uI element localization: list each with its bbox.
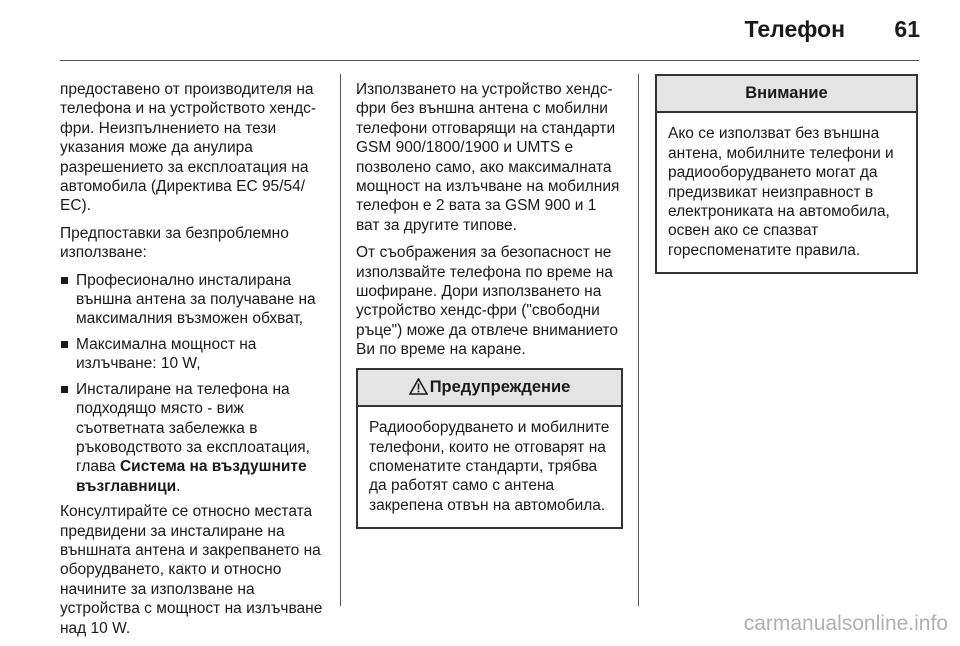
caution-box [655,74,918,274]
page-title: Телефон [744,16,845,42]
list-item [60,380,328,496]
warning-triangle-icon [409,378,428,395]
warning-box [356,368,623,529]
caution-header: Внимание [657,76,916,113]
page-number: 61 [894,16,920,42]
column-right [655,74,918,274]
watermark: carmanualsonline.info [743,612,948,635]
warning-title: Предупреждение [429,377,571,396]
paragraph-prerequisites: Предпоставки за безпроблемно използване: [60,224,289,262]
column-middle [356,80,623,529]
warning-header [358,370,621,407]
list-item-text: Максимална мощност на излъчване: 10 W, [76,335,257,373]
column-divider-left [340,74,341,606]
warning-body: Радиооборудването и мобилните телефони, които не отговарят на споменатите стандарти, трябва да работят само с антена закрепена отвън на автомобила. [369,419,610,514]
list-item [60,335,328,374]
column-left [60,80,328,646]
list-item-text: Инсталиране на телефона на подходящо място - виж съответната забележка в ръководството за експлоатация, глава [76,380,310,476]
paragraph-handsfree: Използването на устройство хендс-фри без външна антена с мобилни телефони отговарящи на стандарти GSM 900/1800/1900 и UMTS е позволено само, ако максималната мощност на излъчване на мобилния телефон е 2 вата за GSM 900 и 1 ват за другите типове. [356,81,620,234]
paragraph-consult: Консултирайте се относно местата предвидени за инсталиране на външната антена и закрепването на оборудването, както и относно начините за използване на устройства с мощност на излъчване над 10 W. [60,503,323,637]
list-item [60,271,328,329]
list-item-text: Професионално инсталирана външна антена за получаване на максималния възможен обхват, [76,271,316,328]
list-item-end: . [176,477,181,495]
paragraph-intro: предоставено от производителя на телефона и на устройството хендс-фри. Неизпълнението на тези указания може да анулира разрешението за експлоатация на автомобила (Директива ЕС 95/54/ ЕС). [60,81,317,215]
header-divider [60,60,919,61]
caution-body: Ако се използват без външна антена, мобилните телефони и радиооборудването могат да предизвикат неизправност в електрониката на автомобила, освен ако се спазват гореспоменатите правила. [668,125,894,259]
column-divider-right [638,74,639,606]
airbag-chapter-reference[interactable]: Система на въздушните възглавници [76,458,307,495]
page-header [0,0,960,62]
prerequisites-list [60,271,328,496]
paragraph-safety: От съображения за безопасност не използвайте телефона по време на шофиране. Дори използването на устройство хендс-фри ("свободни ръце") може да отвлече вниманието Ви по време на каране. [356,244,618,359]
